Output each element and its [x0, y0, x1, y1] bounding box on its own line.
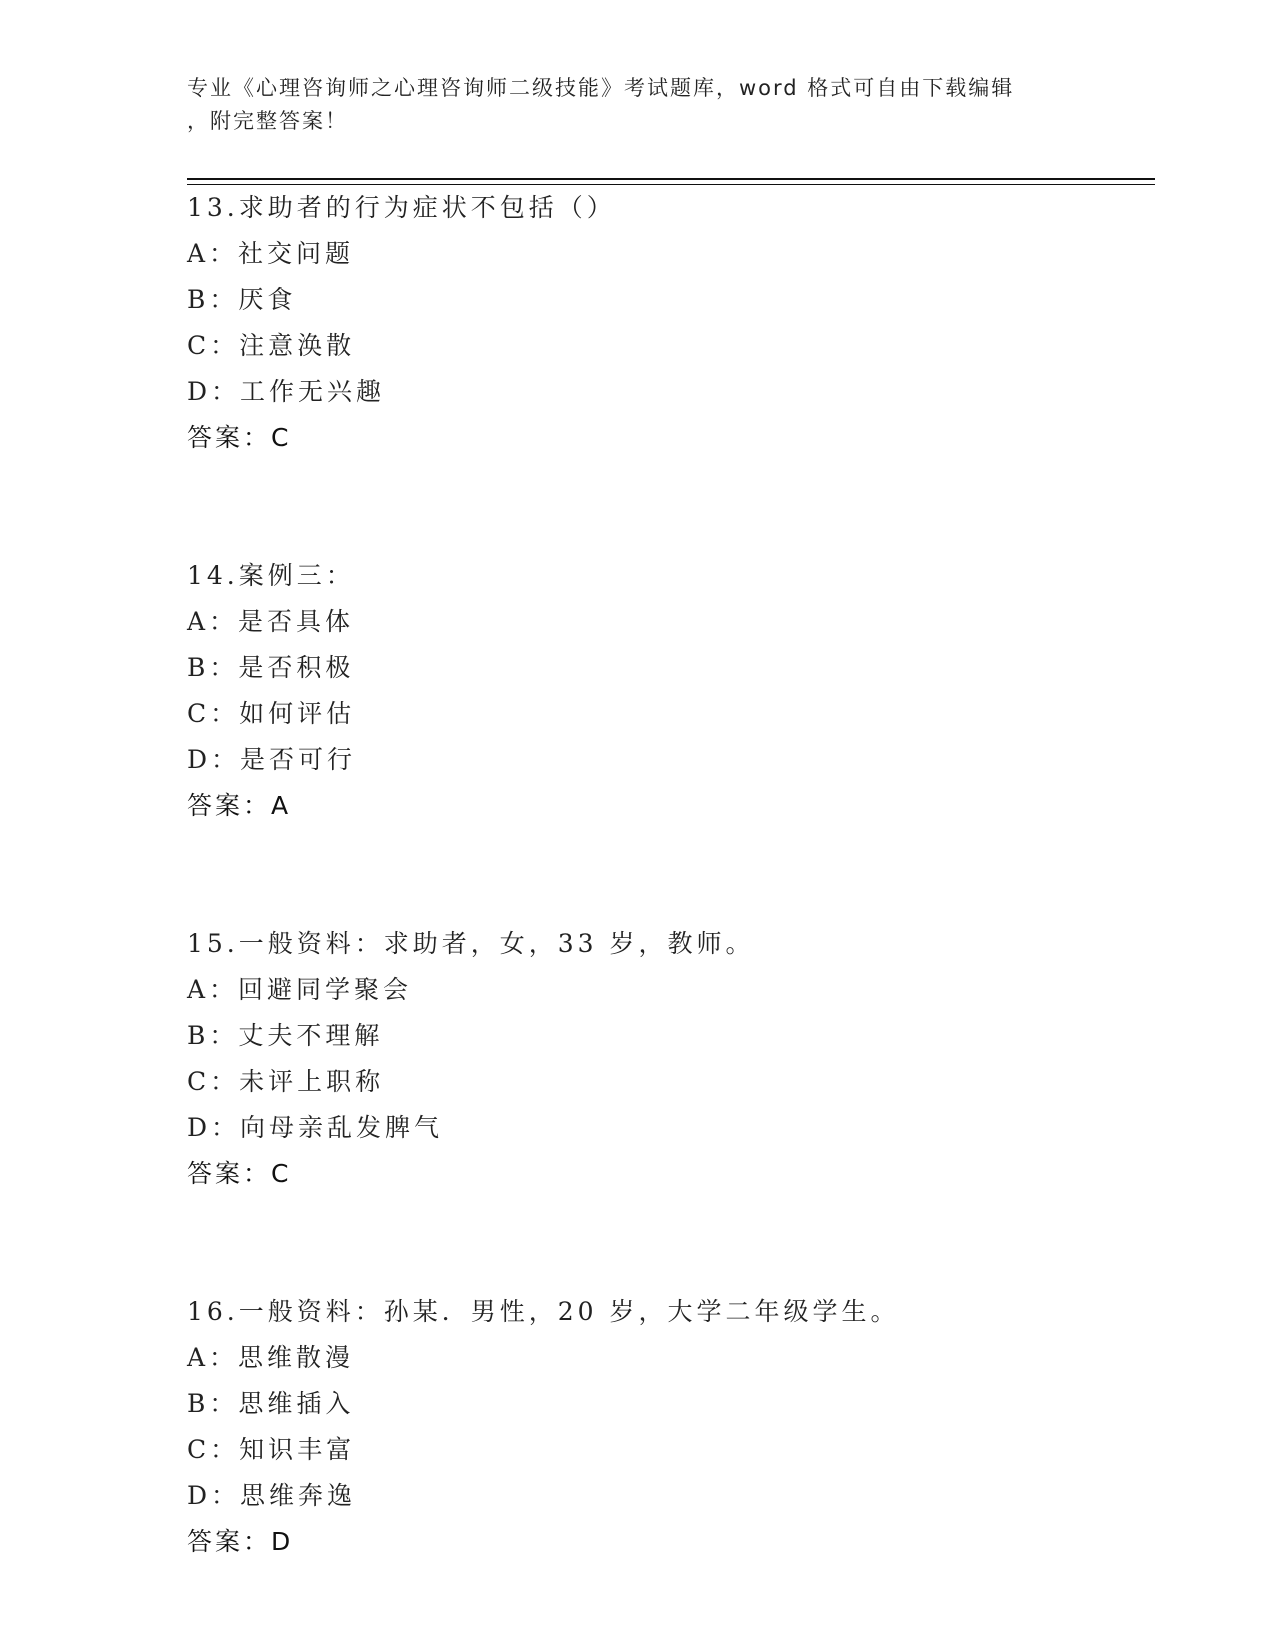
- answer-line: 答案：D: [187, 1527, 294, 1556]
- option-b: B：思维插入: [187, 1389, 355, 1418]
- option-a: A：社交问题: [187, 239, 355, 268]
- option-b: B：厌食: [187, 285, 297, 314]
- question-gap: [187, 829, 1147, 921]
- option-a: A：是否具体: [187, 607, 355, 636]
- option-d: D：是否可行: [187, 745, 357, 774]
- question-16: [187, 1289, 1147, 1565]
- header-title-line1: 专业《心理咨询师之心理咨询师二级技能》考试题库，word 格式可自由下载编辑: [187, 76, 1015, 100]
- option-d: D：工作无兴趣: [187, 377, 386, 406]
- answer-line: 答案：A: [187, 791, 292, 820]
- option-c: C：如何评估: [187, 699, 356, 728]
- option-d: D：思维奔逸: [187, 1481, 357, 1510]
- question-list: [187, 185, 1147, 1565]
- question-stem: 16.一般资料：孙某．男性，20 岁，大学二年级学生。: [187, 1297, 900, 1326]
- header-title-line2: ，附完整答案！: [187, 109, 348, 133]
- question-14: [187, 553, 1147, 829]
- answer-line: 答案：C: [187, 423, 292, 452]
- option-d: D：向母亲乱发脾气: [187, 1113, 444, 1142]
- option-b: B：是否积极: [187, 653, 355, 682]
- question-gap: [187, 1197, 1147, 1289]
- question-stem: 13.求助者的行为症状不包括（）: [187, 193, 616, 222]
- answer-line: 答案：C: [187, 1159, 292, 1188]
- document-header: [187, 72, 1067, 138]
- option-b: B：丈夫不理解: [187, 1021, 384, 1050]
- question-15: [187, 921, 1147, 1197]
- question-stem: 15.一般资料：求助者，女，33 岁，教师。: [187, 929, 755, 958]
- option-a: A：思维散漫: [187, 1343, 355, 1372]
- header-divider-top: [187, 178, 1155, 180]
- option-a: A：回避同学聚会: [187, 975, 413, 1004]
- question-stem: 14.案例三：: [187, 561, 355, 590]
- option-c: C：未评上职称: [187, 1067, 385, 1096]
- question-gap: [187, 461, 1147, 553]
- option-c: C：注意涣散: [187, 331, 356, 360]
- option-c: C：知识丰富: [187, 1435, 356, 1464]
- question-13: [187, 185, 1147, 461]
